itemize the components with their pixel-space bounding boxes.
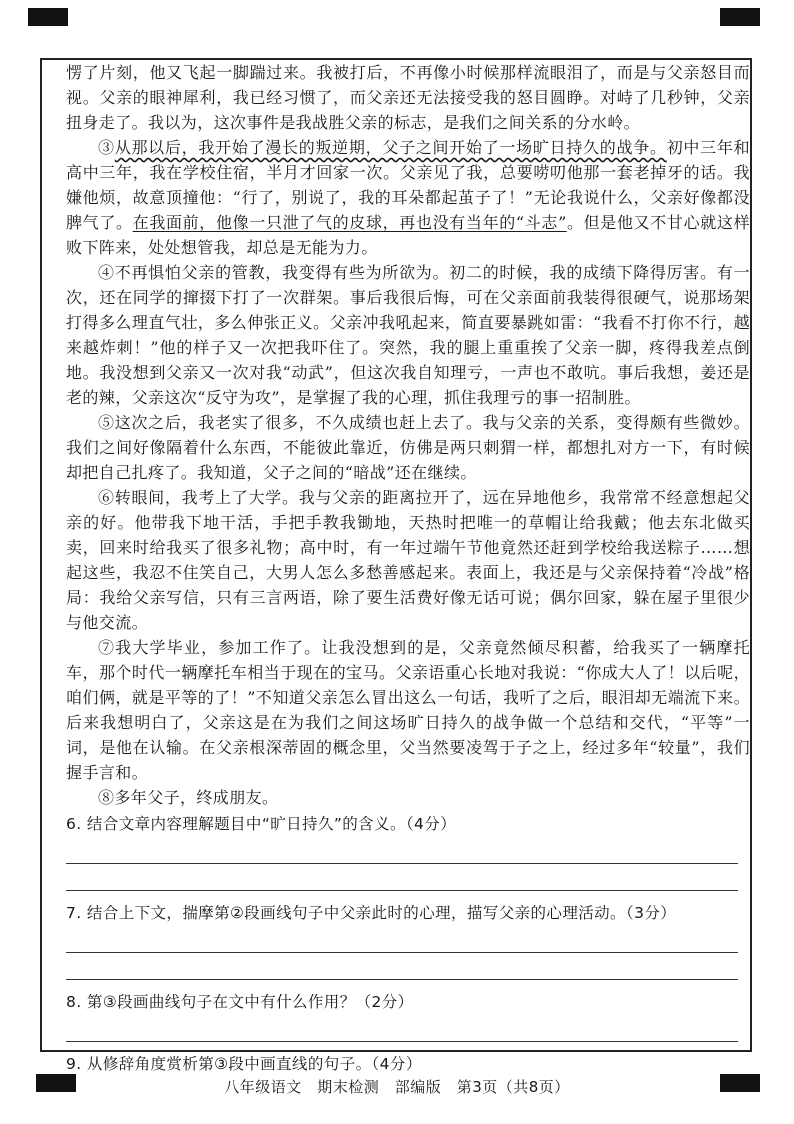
paragraph-segment: ④不再惧怕父亲的管教，我变得有些为所欲为。初二的时候，我的成绩下降得厉害。有一次，还在同学的撺掇下打了一次群架。事后我很后悔，可在父亲面前我装得很硬气，说那场架打得多么理直气壮，多么伸张正义。父亲冲我吼起来，简直要暴跳如雷：“我看不打你不行，越来越炸刺！”他的样子又一次把我吓住了。突然，我的腿上重重挨了父亲一脚，疼得我差点倒地。我没想到父亲又一次对我“动武”，但这次我自知理亏，一声也不敢吭。事后我想，姜还是老的辣，父亲这次“反守为攻”，是掌握了我的心理，抓住我理亏的事一招制胜。 (66, 263, 750, 407)
paragraph-segment: 愣了片刻，他又飞起一脚踹过来。我被打后，不再像小时候那样流眼泪了，而是与父亲怒目而视。父亲的眼神犀利，我已经习惯了，而父亲还无法接受我的怒目圆睁。对峙了几秒钟，父亲扭身走了。我以为，这次事件是我战胜父亲的标志，是我们之间关系的分水岭。 (66, 63, 750, 132)
paragraph-segment: 在我面前，他像一只泄了气的皮球，再也没有当年的“斗志” (132, 213, 567, 232)
answer-line[interactable] (66, 837, 738, 864)
paragraph-segment: ⑤这次之后，我老实了很多，不久成绩也赶上去了。我与父亲的关系，变得颇有些微妙。我们之间好像隔着什么东西，不能彼此靠近，仿佛是两只刺猬一样，都想扎对方一下，有时候却把自己扎疼了。我知道，父子之间的“暗战”还在继续。 (66, 413, 750, 482)
question-spacer (66, 980, 750, 988)
answer-line[interactable] (66, 953, 738, 980)
paragraph-p2-cont (66, 60, 750, 135)
answer-line[interactable] (66, 926, 738, 953)
question-q9: 9. 从修辞角度赏析第③段中画直线的句子。（4分） (66, 1055, 422, 1073)
exam-content (66, 60, 750, 1077)
paragraph-segment: ③ (98, 138, 115, 157)
paragraph-segment: ⑥转眼间，我考上了大学。我与父亲的距离拉开了，远在异地他乡，我常常不经意想起父亲的好。他带我下地干活，手把手教我锄地，天热时把唯一的草帽让给我戴；他去东北做买卖，回来时给我买了很多礼物；高中时，有一年过端午节他竟然还赶到学校给我送粽子……想起这些，我忍不住笑自己，大男人怎么多愁善感起来。表面上，我还是与父亲保持着“冷战”格局：我给父亲写信，只有三言两语，除了要生活费好像无话可说；偶尔回家，躲在屋子里很少与他交流。 (66, 488, 750, 632)
paragraph-p4 (66, 260, 750, 410)
paragraph-p8 (66, 785, 750, 810)
paragraph-segment: ⑦我大学毕业，参加工作了。让我没想到的是，父亲竟然倾尽积蓄，给我买了一辆摩托车，那个时代一辆摩托车相当于现在的宝马。父亲语重心长地对我说：“你成大人了！以后呢，咱们俩，就是平等的了！”不知道父亲怎么冒出这么一句话，我听了之后，眼泪却无端流下来。后来我想明白了，父亲这是在为我们之间这场旷日持久的战争做一个总结和交代，“平等”一词，是他在认输。在父亲根深蒂固的概念里，父当然要凌驾于子之上，经过多年“较量”，我们握手言和。 (66, 638, 750, 782)
paragraph-segment: 初中三年和高中三年，我在学校住宿，半月才回家一次。父亲见了我，总要唠叨他那一套老掉牙的话。我嫌他烦，故意顶撞他：“行了，别说了，我的耳朵都起茧子了！”无论我说什么，父亲好像都没脾气了。 (66, 138, 750, 232)
paragraph-segment: 。但是他又不甘心就这样败下阵来，处处想管我，却总是无能为力。 (66, 213, 750, 257)
question-q6: 6. 结合文章内容理解题目中“旷日持久”的含义。（4分） (66, 815, 457, 833)
paragraph-segment: 从那以后，我开始了漫长的叛逆期，父子之间开始了一场旷日持久的战争。 (114, 138, 667, 157)
paragraph-p3 (66, 135, 750, 260)
question-q7: 7. 结合上下文，揣摩第②段画线句子中父亲此时的心理，描写父亲的心理活动。（3分） (66, 904, 677, 922)
question-q8: 8. 第③段画曲线句子在文中有什么作用？（2分） (66, 993, 414, 1011)
paragraph-p5 (66, 410, 750, 485)
paragraph-p6 (66, 485, 750, 635)
question-spacer (66, 891, 750, 899)
registration-marker-top-right (720, 8, 760, 26)
answer-line[interactable] (66, 1015, 738, 1042)
reading-passage (66, 60, 750, 810)
page-footer: 八年级语文 期末检测 部编版 第3页（共8页） (224, 1078, 570, 1096)
registration-marker-top-left (28, 8, 68, 26)
answer-line[interactable] (66, 864, 738, 891)
question-list (66, 812, 750, 1077)
paragraph-p7 (66, 635, 750, 785)
question-spacer (66, 1042, 750, 1050)
paragraph-segment: ⑧多年父子，终成朋友。 (98, 788, 279, 807)
